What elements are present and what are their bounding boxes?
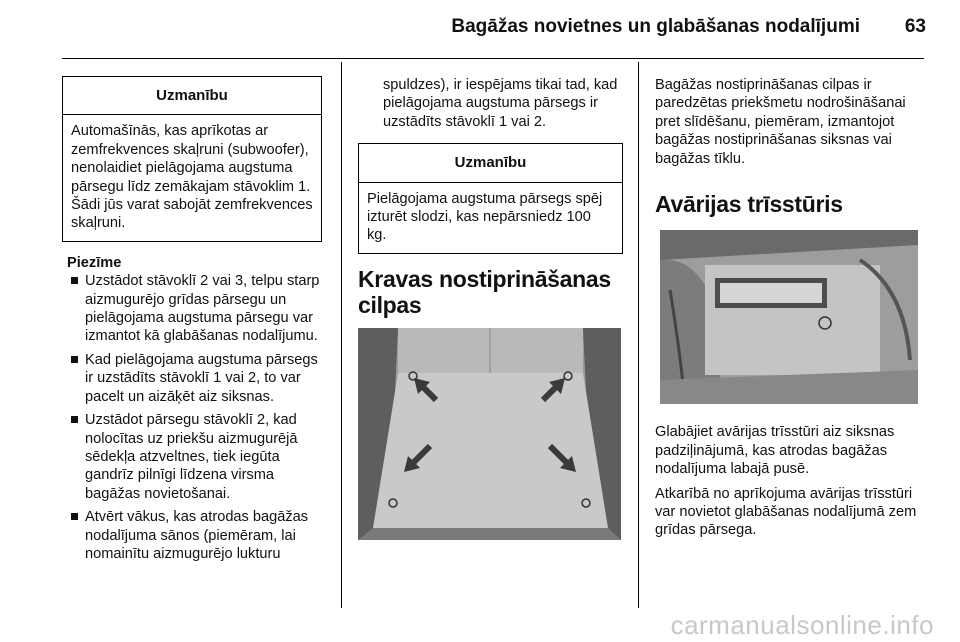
warning-triangle-illustration xyxy=(660,230,918,404)
column-3 xyxy=(655,76,925,540)
running-header: Bagāžas novietnes un glabāšanas nodalījumi xyxy=(451,16,860,37)
caution-box-subwoofer xyxy=(62,76,322,242)
lashing-eyes-photo xyxy=(358,328,623,545)
continued-paragraph: spuldzes), ir iespējams tikai tad, kad pielāgojama augstuma pārsegs ir uzstādīts stāvoklī 1 vai 2. xyxy=(383,77,618,130)
list-item: Atvērt vākus, kas atrodas bagāžas nodalījuma sānos (piemēram, lai nomainītu aizmugurējo lukturu xyxy=(67,508,322,563)
section-heading-lashing-eyes: Kravas nostiprināšanas cilpas xyxy=(358,265,611,318)
column-2 xyxy=(358,76,623,545)
warning-triangle-photo xyxy=(660,230,925,409)
triangle-storage-paragraph: Glabājiet avārijas trīsstūri aiz siksnas padziļinājumā, kas atrodas bagāžas nodalījuma labajā pusē. xyxy=(655,424,895,478)
lashing-eyes-paragraph: Bagāžas nostiprināšanas cilpas ir paredzētas priekšmetu nodrošināšanai pret slīdēšanu, piemēram, izmantojot bagāžas nostiprināšanas siksnas vai bagāžas tīklu. xyxy=(655,77,906,167)
list-item: Uzstādot stāvoklī 2 vai 3, telpu starp aizmugurējo grīdas pārsegu un pielāgojama augstuma pārsegu var izmantot kā glabāšanas nodalījumu. xyxy=(67,272,322,346)
column-divider-right xyxy=(638,62,639,608)
triangle-alt-storage-paragraph: Atkarībā no aprīkojuma avārijas trīsstūri var novietot glabāšanas nodalījumā zem grīdas pārsega. xyxy=(655,485,917,539)
note-title: Piezīme xyxy=(67,254,122,271)
caution-text: Pielāgojama augstuma pārsegs spēj izturēt slodzi, kas nepārsniedz 100 kg. xyxy=(367,190,603,244)
column-1 xyxy=(62,76,322,563)
note-bullet-list xyxy=(67,272,322,563)
watermark: carmanualsonline.info xyxy=(670,610,934,640)
cargo-area-illustration xyxy=(358,328,621,540)
page-number: 63 xyxy=(904,16,926,37)
caution-box-load xyxy=(358,143,623,254)
caution-title: Uzmanību xyxy=(63,77,321,115)
note-block xyxy=(62,254,322,564)
header-rule xyxy=(62,58,924,59)
caution-text: Automašīnās, kas aprīkotas ar zemfrekvences skaļruni (subwoofer), nenolaidiet pielāgojama augstuma pārsegu līdz zemākajam stāvoklim 1. Šādi jūs varat sabojāt zemfrekvences skaļruni. xyxy=(71,123,313,232)
column-divider-left xyxy=(341,62,342,608)
caution-title: Uzmanību xyxy=(359,144,622,182)
list-item: Uzstādot pārsegu stāvoklī 2, kad nolocītas uz priekšu aizmugurējā sēdekļa atzveltnes, tiek iegūta gandrīz pilnīgi līdzena virsma bagāžas novietošanai. xyxy=(67,411,322,503)
section-heading-warning-triangle: Avārijas trīsstūris xyxy=(655,191,843,218)
list-item: Kad pielāgojama augstuma pārsegs ir uzstādīts stāvoklī 1 vai 2, to var pacelt un aizāķēt aiz siksnas. xyxy=(67,351,322,406)
